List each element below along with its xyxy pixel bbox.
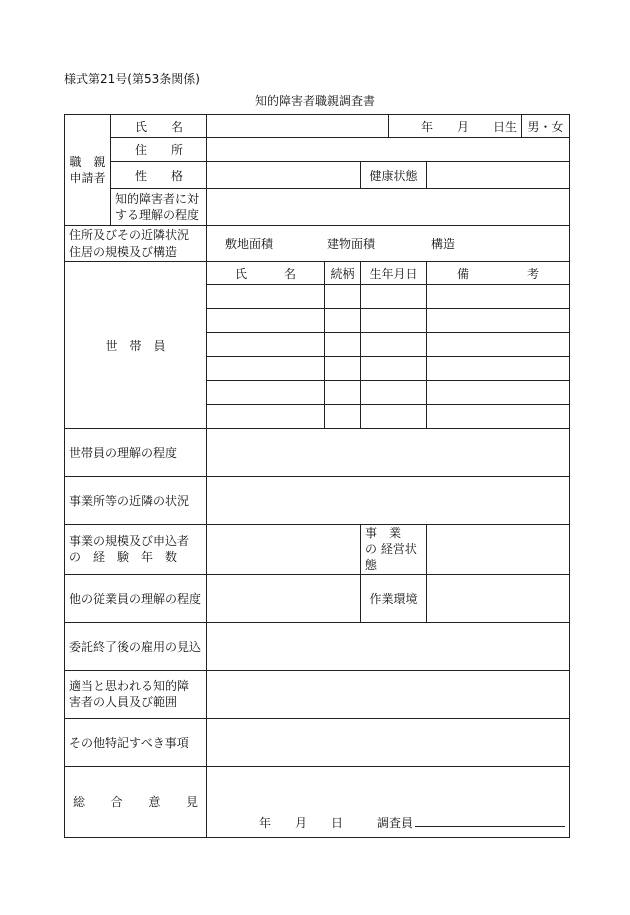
residence-label: 住所及びその近隣状況 住居の規模及び構造 — [65, 226, 207, 262]
household-col-relation: 続柄 — [325, 262, 361, 285]
footer-date: 年 月 日 — [259, 815, 344, 830]
investigator-signature-line[interactable] — [415, 826, 565, 827]
other-notes-field[interactable] — [207, 718, 570, 766]
household-understanding-field[interactable] — [207, 429, 570, 477]
health-field[interactable] — [427, 162, 570, 189]
work-environment-label: 作業環境 — [361, 574, 427, 622]
persons-range-field[interactable] — [207, 670, 570, 718]
household-relation-cell[interactable] — [325, 357, 361, 381]
personality-field[interactable] — [207, 162, 361, 189]
household-relation-cell[interactable] — [325, 285, 361, 309]
household-birthdate-cell[interactable] — [361, 333, 427, 357]
name-label: 氏 名 — [111, 115, 207, 138]
household-birthdate-cell[interactable] — [361, 309, 427, 333]
employment-outlook-label: 委託終了後の雇用の見込 — [65, 622, 207, 670]
business-scale-field[interactable] — [207, 525, 361, 575]
other-staff-understanding-field[interactable] — [207, 574, 361, 622]
structure-label: 構造 — [431, 237, 456, 251]
address-label: 住 所 — [111, 138, 207, 162]
document-title: 知的障害者職親調査書 — [254, 94, 375, 108]
work-environment-field[interactable] — [427, 574, 570, 622]
household-label: 世 帯 員 — [65, 262, 207, 429]
household-relation-cell[interactable] — [325, 405, 361, 429]
household-notes-cell[interactable] — [427, 381, 570, 405]
household-notes-cell[interactable] — [427, 333, 570, 357]
household-name-cell[interactable] — [207, 357, 325, 381]
household-name-cell[interactable] — [207, 405, 325, 429]
household-birthdate-cell[interactable] — [361, 285, 427, 309]
household-notes-cell[interactable] — [427, 357, 570, 381]
business-vicinity-field[interactable] — [207, 477, 570, 525]
understanding-label: 知的障害者に対 する理解の程度 — [111, 189, 207, 226]
business-scale-label: 事業の規模及び申込者 の 経 験 年 数 — [65, 525, 207, 575]
household-notes-cell[interactable] — [427, 309, 570, 333]
employment-outlook-field[interactable] — [207, 622, 570, 670]
business-vicinity-label: 事業所等の近隣の状況 — [65, 477, 207, 525]
form-number-label: 様式第21号(第53条関係) — [64, 72, 200, 86]
household-col-birthdate: 生年月日 — [361, 262, 427, 285]
household-name-cell[interactable] — [207, 309, 325, 333]
household-relation-cell[interactable] — [325, 309, 361, 333]
household-birthdate-cell[interactable] — [361, 405, 427, 429]
site-area-label: 敷地面積 — [225, 237, 274, 251]
birthdate-label: 年 月 日生 — [389, 115, 522, 138]
persons-range-label: 適当と思われる知的障 害者の人員及び範囲 — [65, 670, 207, 718]
household-notes-cell[interactable] — [427, 285, 570, 309]
sex-label: 男・女 — [522, 115, 570, 138]
household-relation-cell[interactable] — [325, 381, 361, 405]
business-state-label: 事 業 の 経営状態 — [361, 525, 427, 575]
household-name-cell[interactable] — [207, 381, 325, 405]
household-birthdate-cell[interactable] — [361, 357, 427, 381]
overall-opinion-label: 総 合 意 見 — [65, 766, 207, 837]
building-area-label: 建物面積 — [327, 237, 376, 251]
residence-field[interactable] — [207, 226, 570, 262]
other-staff-understanding-label: 他の従業員の理解の程度 — [65, 574, 207, 622]
investigator-label: 調査員 — [377, 815, 414, 830]
household-name-cell[interactable] — [207, 333, 325, 357]
household-col-notes: 備 考 — [427, 262, 570, 285]
health-label: 健康状態 — [361, 162, 427, 189]
household-birthdate-cell[interactable] — [361, 381, 427, 405]
other-notes-label: その他特記すべき事項 — [65, 718, 207, 766]
overall-opinion-field[interactable] — [207, 766, 570, 837]
personality-label: 性 格 — [111, 162, 207, 189]
household-name-cell[interactable] — [207, 285, 325, 309]
business-state-field[interactable] — [427, 525, 570, 575]
household-relation-cell[interactable] — [325, 333, 361, 357]
understanding-field[interactable] — [207, 189, 570, 226]
address-field[interactable] — [207, 138, 570, 162]
household-notes-cell[interactable] — [427, 405, 570, 429]
name-field[interactable] — [207, 115, 389, 138]
household-col-name: 氏 名 — [207, 262, 325, 285]
survey-table — [64, 114, 570, 838]
applicant-section-label: 職 親 申請者 — [65, 115, 111, 226]
household-understanding-label: 世帯員の理解の程度 — [65, 429, 207, 477]
